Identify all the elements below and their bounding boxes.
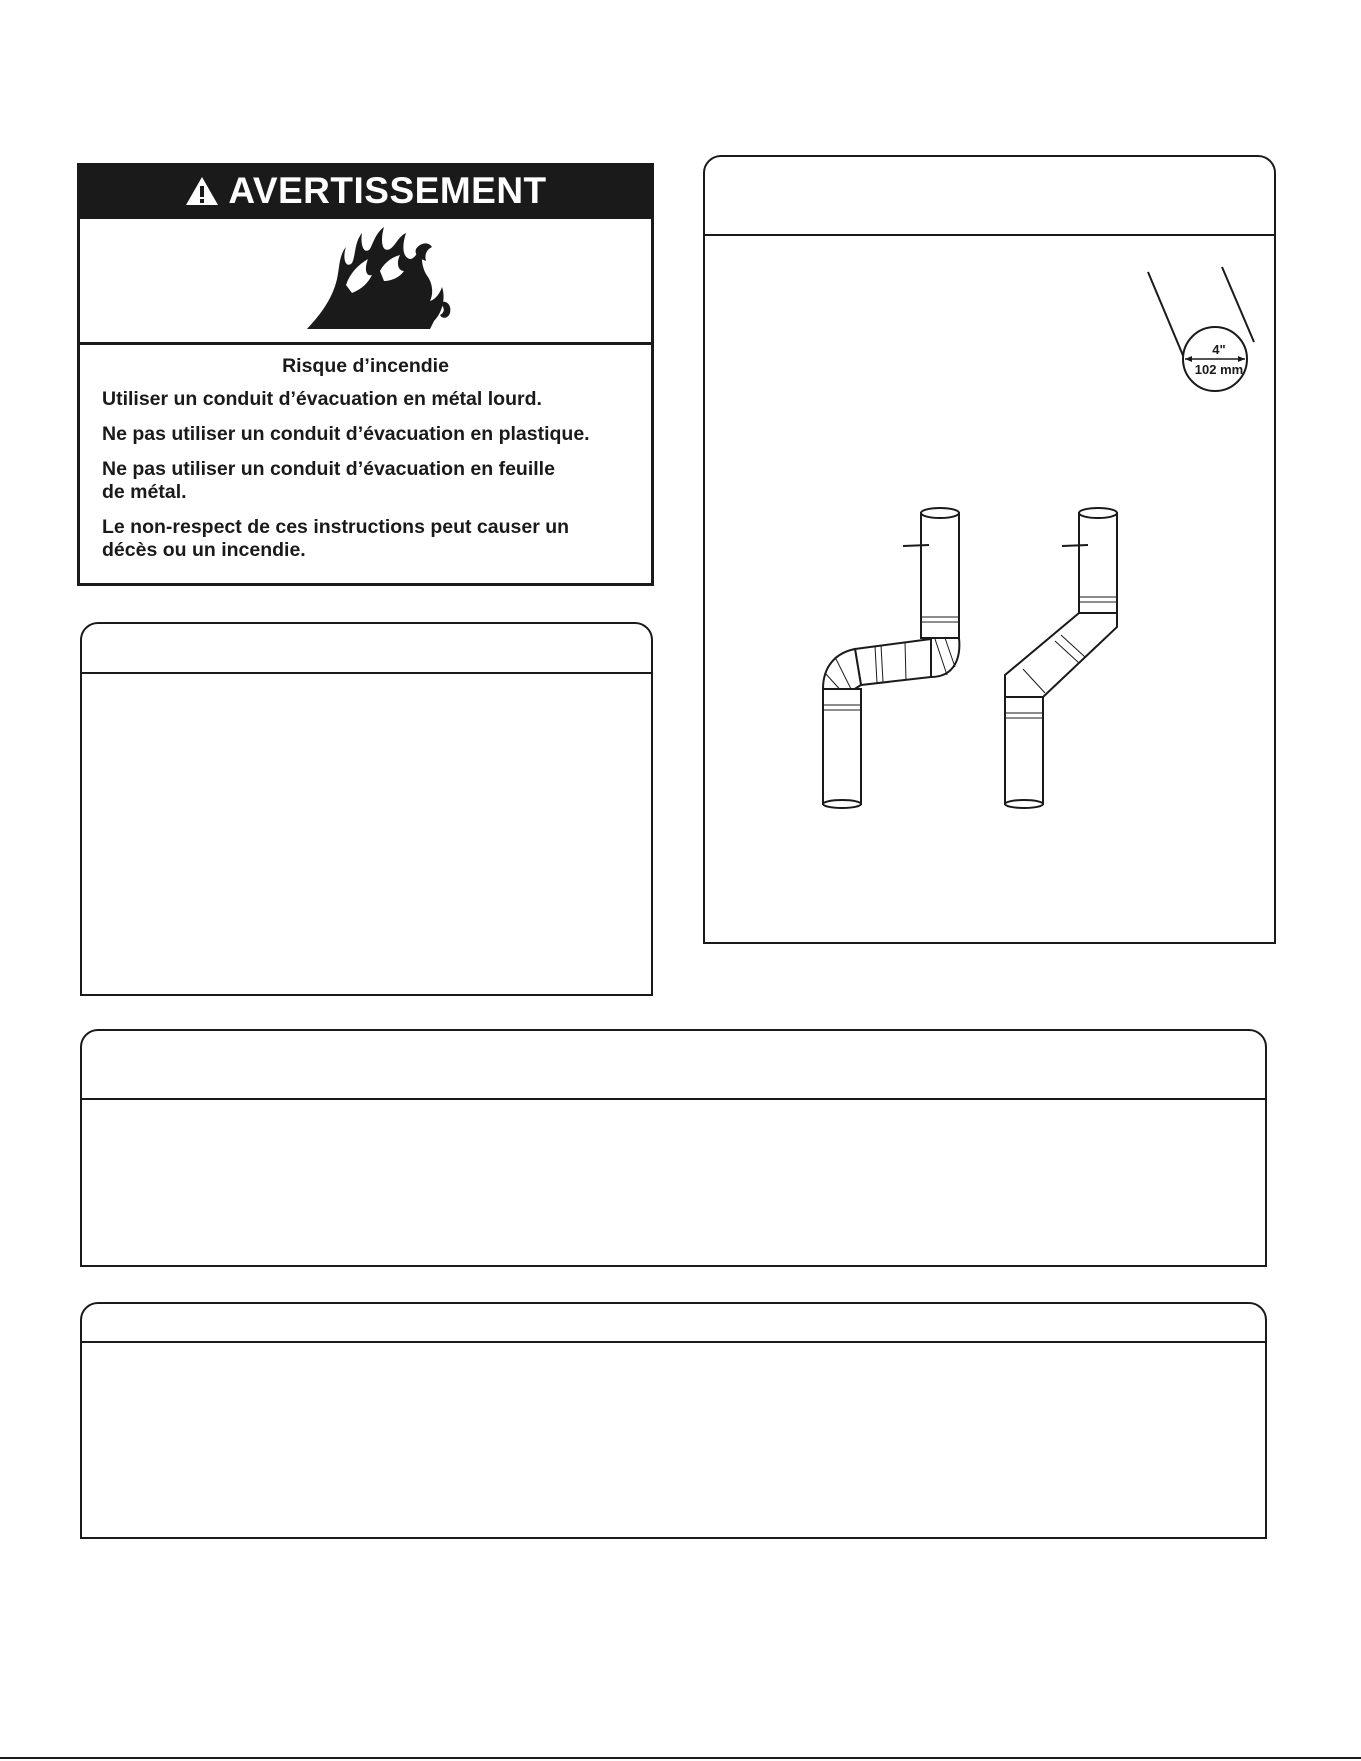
diameter-mm: 102 mm xyxy=(1194,362,1244,377)
flame-area xyxy=(80,219,651,342)
warning-box xyxy=(77,163,654,586)
duct-figure-panel xyxy=(703,155,1276,944)
content-panel-2 xyxy=(80,1029,1267,1267)
warning-line: Utiliser un conduit d’évacuation en métal lourd. xyxy=(102,388,542,410)
warning-header xyxy=(80,166,651,216)
warning-triangle-icon xyxy=(184,175,220,207)
content-panel-1 xyxy=(80,622,653,996)
panel-header-divider xyxy=(82,1341,1265,1343)
warning-text xyxy=(102,349,629,574)
panel-header-divider xyxy=(82,1098,1265,1100)
flame-icon xyxy=(80,219,651,342)
duct-elbow-90 xyxy=(823,508,959,808)
page-bottom-rule xyxy=(0,1757,1361,1759)
warning-line: Ne pas utiliser un conduit d’évacuation en plastique. xyxy=(102,423,590,445)
warning-line: Le non-respect de ces instructions peut causer un décès ou un incendie. xyxy=(102,516,570,561)
content-panel-3 xyxy=(80,1302,1267,1539)
risk-heading: Risque d’incendie xyxy=(282,355,449,377)
warning-title: AVERTISSEMENT xyxy=(228,170,547,211)
diameter-inches: 4" xyxy=(1212,342,1226,357)
duct-illustration xyxy=(705,157,1278,946)
divider xyxy=(80,342,651,345)
duct-elbow-45 xyxy=(1005,508,1117,808)
panel-header-divider xyxy=(82,672,651,674)
warning-line: Ne pas utiliser un conduit d’évacuation en feuille de métal. xyxy=(102,458,555,503)
